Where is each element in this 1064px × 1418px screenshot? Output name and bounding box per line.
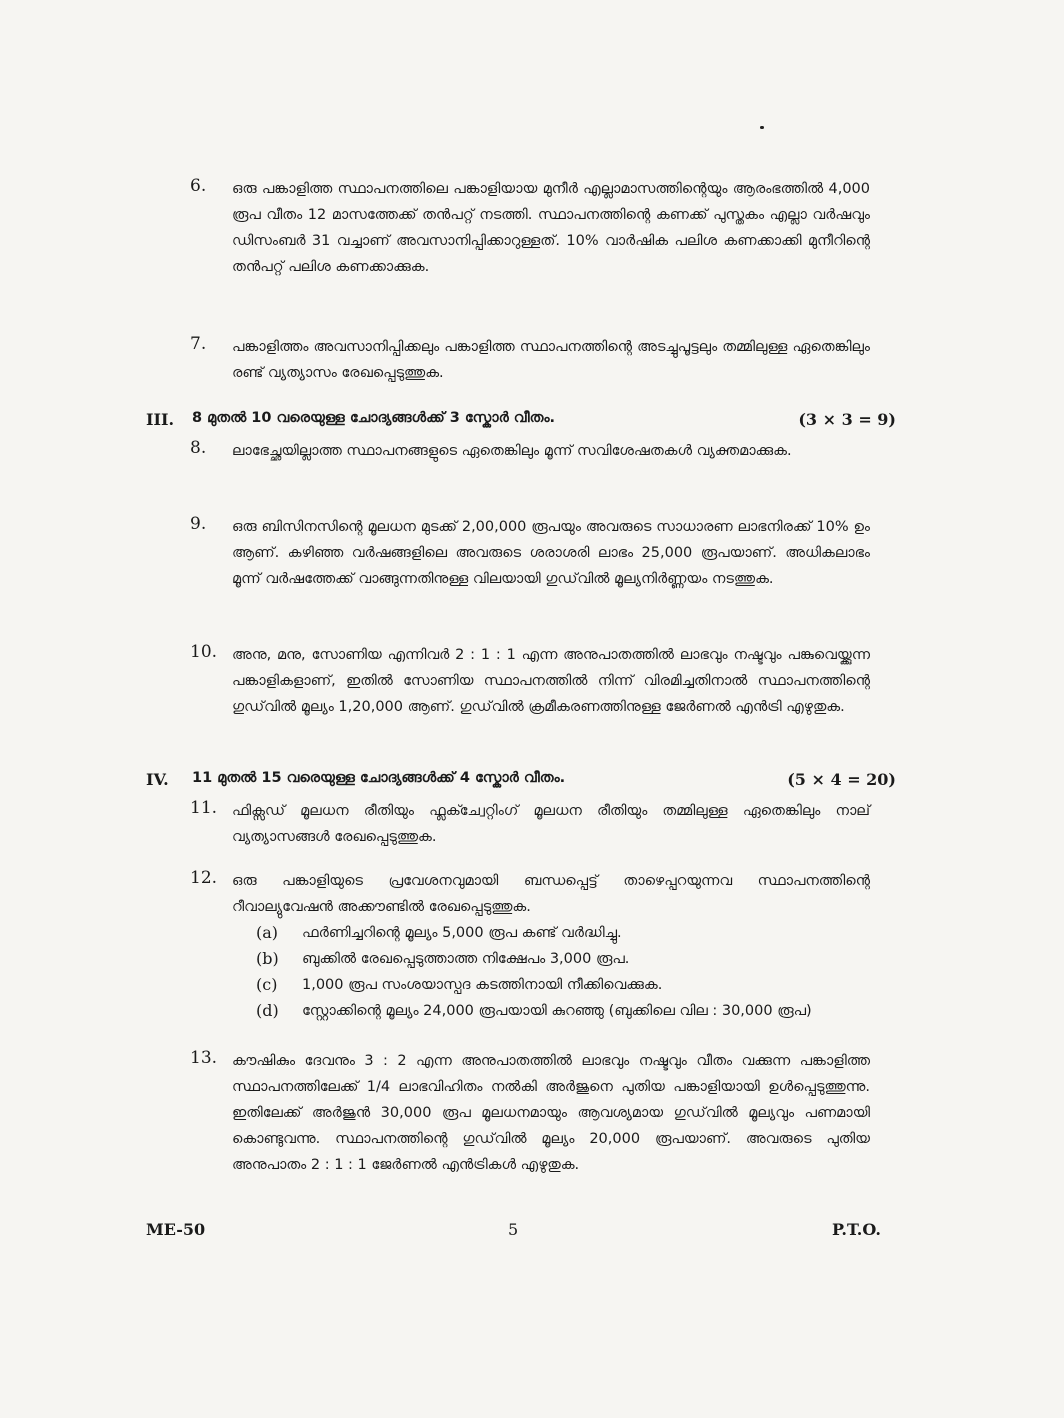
question-number: 8. bbox=[190, 438, 207, 458]
question-number: 9. bbox=[190, 514, 207, 534]
sub-item-c bbox=[232, 972, 870, 998]
paper-code: ME-50 bbox=[146, 1220, 206, 1239]
sub-item-text: സ്റ്റോക്കിന്റെ മൂല്യം 24,000 രൂപയായി കുറഞ്ഞു (ബുക്കിലെ വില : 30,000 രൂപ) bbox=[302, 1003, 812, 1019]
page-number: 5 bbox=[508, 1220, 519, 1239]
question-13 bbox=[190, 1048, 870, 1178]
sub-item-a bbox=[232, 920, 870, 946]
sub-item-text: 1,000 രൂപ സംശയാസ്പദ കടത്തിനായി നീക്കിവെക്കുക. bbox=[302, 977, 663, 993]
sub-item-text: ബുക്കിൽ രേഖപ്പെടുത്താത്ത നിക്ഷേപം 3,000 രൂപ. bbox=[302, 951, 630, 967]
question-7 bbox=[190, 334, 870, 386]
section-marks: (5 × 4 = 20) bbox=[787, 770, 896, 789]
question-text: പങ്കാളിത്തം അവസാനിപ്പിക്കലും പങ്കാളിത്ത സ്ഥാപനത്തിന്റെ അടച്ചുപൂട്ടലും തമ്മിലുള്ള ഏതെങ്കിലും രണ്ട് വ്യത്യാസം രേഖപ്പെടുത്തുക. bbox=[232, 339, 870, 381]
question-number: 7. bbox=[190, 334, 207, 354]
sub-item-label: (b) bbox=[256, 949, 279, 968]
question-number: 12. bbox=[190, 868, 218, 888]
sub-item-label: (a) bbox=[256, 923, 279, 942]
sub-item-d bbox=[232, 998, 870, 1024]
sub-item-text: ഫർണിച്ചറിന്റെ മൂല്യം 5,000 രൂപ കണ്ട് വർദ്ധിച്ചു. bbox=[302, 925, 622, 941]
question-8 bbox=[190, 438, 870, 464]
question-text: അനു, മനു, സോണിയ എന്നിവർ 2 : 1 : 1 എന്ന അനുപാതത്തിൽ ലാഭവും നഷ്ടവും പങ്കുവെയ്ക്കുന്ന പങ്കാളികളാണ്, ഇതിൽ സോണിയ സ്ഥാപനത്തിൽ നിന്ന് വിരമിച്ചതിനാൽ സ്ഥാപനത്തിന്റെ ഗുഡ്‌വിൽ മൂല്യം 1,20,000 ആണ്. ഗുഡ്‌വിൽ ക്രമീകരണത്തിനുള്ള ജേർണൽ എൻട്രി എഴുതുക. bbox=[232, 647, 870, 715]
question-text: ഒരു ബിസിനസിന്റെ മൂലധന മുടക്ക് 2,00,000 രൂപയും അവരുടെ സാധാരണ ലാഭനിരക്ക് 10% ഉം ആണ്. കഴിഞ്ഞ വർഷങ്ങളിലെ അവരുടെ ശരാശരി ലാഭം 25,000 രൂപയാണ്. അധികലാഭം മൂന്ന് വർഷത്തേക്ക് വാങ്ങുന്നതിനുള്ള വിലയായി ഗുഡ്‌വിൽ മൂല്യനിർണ്ണയം നടത്തുക. bbox=[232, 519, 870, 587]
question-text: ലാഭേച്ഛയില്ലാത്ത സ്ഥാപനങ്ങളുടെ ഏതെങ്കിലും മൂന്ന് സവിശേഷതകൾ വ്യക്തമാക്കുക. bbox=[232, 443, 792, 459]
section-title: 11 മുതൽ 15 വരെയുള്ള ചോദ്യങ്ങൾക്ക് 4 സ്കോർ വീതം. bbox=[192, 770, 566, 786]
question-12 bbox=[190, 868, 870, 1024]
question-text: ഫിക്സഡ് മൂലധന രീതിയും ഫ്ലക്ച്വേറ്റിംഗ് മൂലധന രീതിയും തമ്മിലുള്ള ഏതെങ്കിലും നാല് വ്യത്യാസങ്ങൾ രേഖപ്പെടുത്തുക. bbox=[232, 803, 870, 845]
question-6 bbox=[190, 176, 870, 280]
section-number: IV. bbox=[146, 770, 169, 789]
sub-item-label: (d) bbox=[256, 1001, 279, 1020]
question-10 bbox=[190, 642, 870, 720]
question-number: 11. bbox=[190, 798, 218, 818]
question-number: 13. bbox=[190, 1048, 218, 1068]
question-9 bbox=[190, 514, 870, 592]
question-text: ഒരു പങ്കാളിത്ത സ്ഥാപനത്തിലെ പങ്കാളിയായ മുനീർ എല്ലാമാസത്തിന്റെയും ആരംഭത്തിൽ 4,000 രൂപ വീതം 12 മാസത്തേക്ക് തൻപറ്റ് നടത്തി. സ്ഥാപനത്തിന്റെ കണക്ക് പുസ്തകം എല്ലാ വർഷവും ഡിസംബർ 31 വച്ചാണ് അവസാനിപ്പിക്കാറുള്ളത്. 10% വാർഷിക പലിശ കണക്കാക്കി മുനീറിന്റെ തൻപറ്റ് പലിശ കണക്കാക്കുക. bbox=[232, 181, 870, 275]
question-number: 10. bbox=[190, 642, 218, 662]
section-number: III. bbox=[146, 410, 175, 429]
section-marks: (3 × 3 = 9) bbox=[798, 410, 896, 429]
ink-speck bbox=[760, 126, 764, 129]
section-iv-header bbox=[146, 770, 896, 796]
sub-item-b bbox=[232, 946, 870, 972]
question-text: കൗഷികും ദേവനും 3 : 2 എന്ന അനുപാതത്തിൽ ലാഭവും നഷ്ടവും വീതം വക്കുന്ന പങ്കാളിത്ത സ്ഥാപനത്തിലേക്ക് 1/4 ലാഭവിഹിതം നൽകി അർജുനെ പുതിയ പങ്കാളിയായി ഉൾപ്പെടുത്തുന്നു. ഇതിലേക്ക് അർജുൻ 30,000 രൂപ മൂലധനമായും ആവശ്യമായ ഗുഡ്‌വിൽ മൂല്യവും പണമായി കൊണ്ടുവന്നു. സ്ഥാപനത്തിന്റെ ഗുഡ്‌വിൽ മൂല്യം 20,000 രൂപയാണ്. അവരുടെ പുതിയ അനുപാതം 2 : 1 : 1 ജേർണൽ എൻട്രികൾ എഴുതുക. bbox=[232, 1053, 870, 1173]
question-11 bbox=[190, 798, 870, 850]
section-iii-header bbox=[146, 410, 896, 436]
please-turn-over: P.T.O. bbox=[832, 1220, 881, 1239]
question-number: 6. bbox=[190, 176, 207, 196]
sub-item-label: (c) bbox=[256, 975, 278, 994]
section-title: 8 മുതൽ 10 വരെയുള്ള ചോദ്യങ്ങൾക്ക് 3 സ്കോർ വീതം. bbox=[192, 410, 556, 426]
question-text: ഒരു പങ്കാളിയുടെ പ്രവേശനവുമായി ബന്ധപ്പെട്ട് താഴെപ്പറയുന്നവ സ്ഥാപനത്തിന്റെ റീവാല്യുവേഷൻ അക്കൗണ്ടിൽ രേഖപ്പെടുത്തുക. bbox=[232, 873, 870, 915]
